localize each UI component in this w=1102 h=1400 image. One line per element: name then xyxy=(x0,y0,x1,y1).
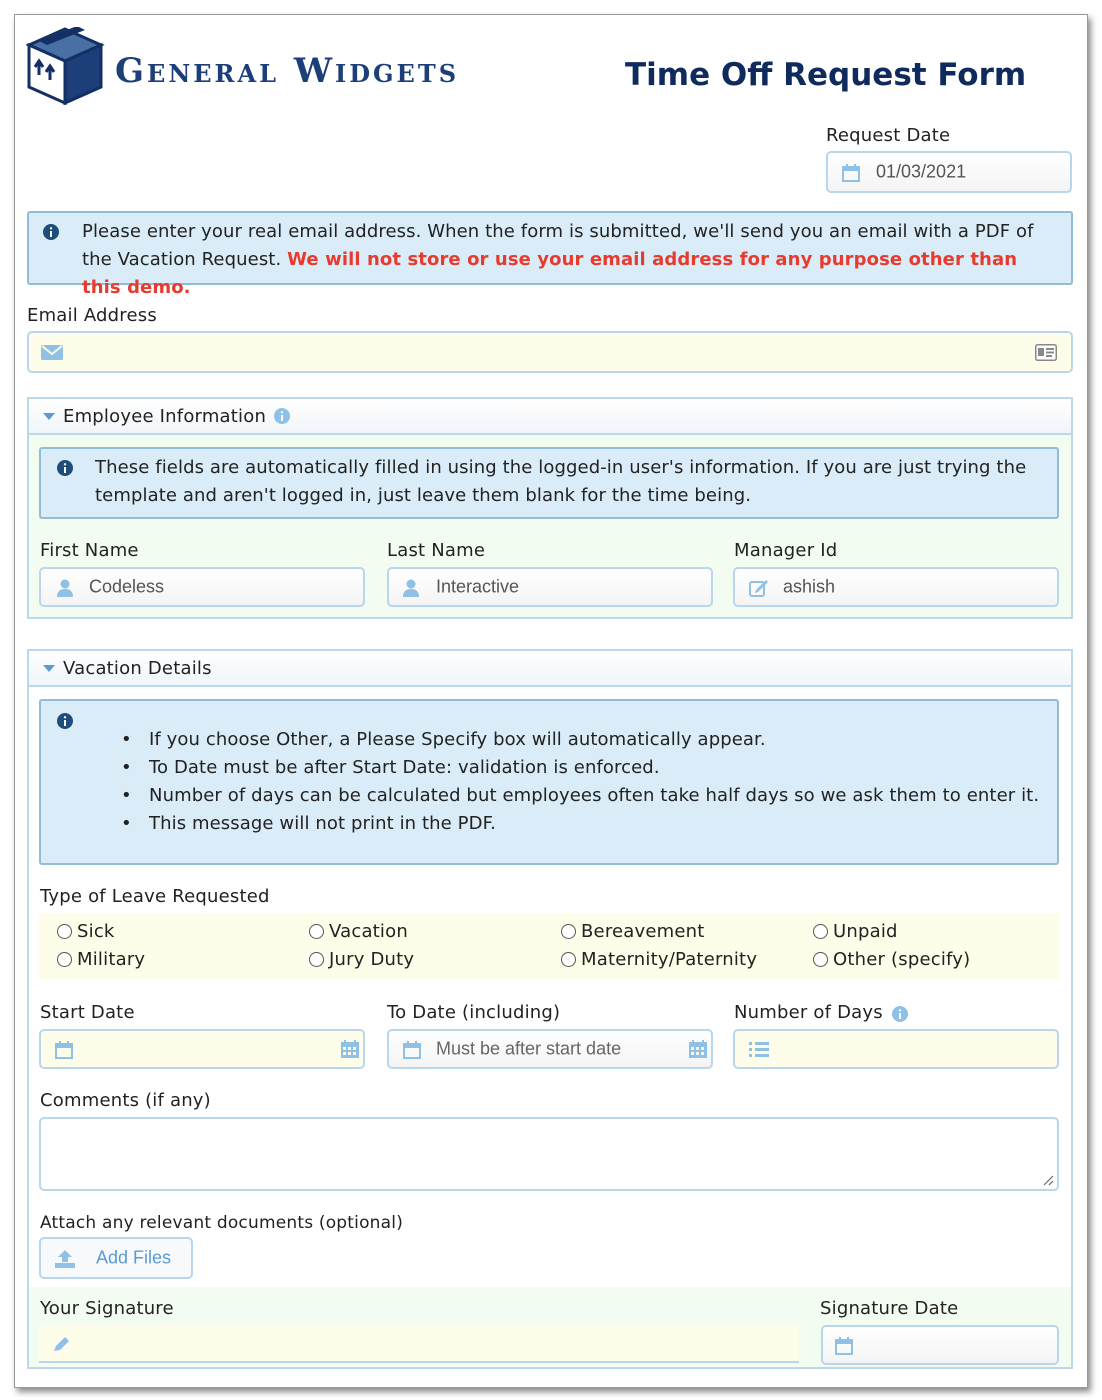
email-notice-warning: We will not store or use your email address for any purpose other than this demo. xyxy=(82,249,1018,298)
radio-circle[interactable] xyxy=(57,952,72,967)
to-date-input[interactable] xyxy=(387,1029,713,1069)
to-date-placeholder: Must be after start date xyxy=(436,1038,622,1059)
leave-type-radio-group xyxy=(39,913,1059,979)
calendar-icon xyxy=(842,164,860,182)
list-item: • Number of days can be calculated but employees often take half days so we ask them to enter it. xyxy=(121,782,1039,810)
attach-label: Attach any relevant documents (optional) xyxy=(40,1213,404,1233)
contact-card-icon xyxy=(1035,344,1057,361)
vacation-details-panel xyxy=(27,649,1073,1369)
first-name-input[interactable] xyxy=(39,567,365,607)
radio-circle[interactable] xyxy=(813,952,828,967)
employee-info-panel xyxy=(27,397,1073,619)
to-date-label: To Date (including) xyxy=(387,1002,561,1023)
radio-jury-duty[interactable]: Jury Duty xyxy=(309,949,414,970)
vacation-details-title: Vacation Details xyxy=(63,658,212,679)
user-icon xyxy=(57,579,73,597)
manager-id-label: Manager Id xyxy=(734,540,838,561)
request-date-value: 01/03/2021 xyxy=(876,161,967,182)
radio-other[interactable]: Other (specify) xyxy=(813,949,970,970)
upload-icon xyxy=(55,1250,75,1268)
employee-info-notice xyxy=(39,447,1059,519)
radio-sick[interactable]: Sick xyxy=(57,921,115,942)
signature-section xyxy=(29,1287,1071,1367)
start-date-input[interactable] xyxy=(39,1029,365,1069)
email-notice xyxy=(27,211,1073,298)
first-name-value: Codeless xyxy=(89,576,165,597)
radio-bereavement[interactable]: Bereavement xyxy=(561,921,705,942)
radio-circle[interactable] xyxy=(309,924,324,939)
calendar-icon xyxy=(835,1337,853,1355)
user-icon xyxy=(403,579,419,597)
radio-vacation[interactable]: Vacation xyxy=(309,921,408,942)
caret-down-icon xyxy=(43,413,55,420)
resize-handle-icon[interactable] xyxy=(1042,1174,1054,1186)
caret-down-icon xyxy=(43,665,55,672)
manager-id-value: ashish xyxy=(783,576,836,597)
radio-circle[interactable] xyxy=(813,924,828,939)
radio-unpaid[interactable]: Unpaid xyxy=(813,921,898,942)
vacation-notice-list xyxy=(121,726,1039,838)
signature-date-label: Signature Date xyxy=(820,1298,959,1319)
signature-date-input[interactable] xyxy=(821,1325,1059,1365)
radio-military[interactable]: Military xyxy=(57,949,145,970)
employee-info-header[interactable] xyxy=(29,399,1071,435)
info-circle-icon[interactable] xyxy=(274,408,290,424)
add-files-button[interactable] xyxy=(39,1237,193,1279)
numbered-list-icon xyxy=(749,1042,769,1058)
edit-icon xyxy=(749,579,769,597)
calendar-icon xyxy=(403,1041,421,1059)
signature-label: Your Signature xyxy=(40,1298,174,1319)
num-days-label: Number of Days xyxy=(734,1002,883,1023)
info-icon xyxy=(43,224,59,240)
employee-info-title: Employee Information xyxy=(63,406,267,427)
first-name-label: First Name xyxy=(40,540,139,561)
list-item: • If you choose Other, a Please Specify box will automatically appear. xyxy=(121,726,1039,754)
last-name-input[interactable] xyxy=(387,567,713,607)
radio-circle[interactable] xyxy=(561,924,576,939)
radio-maternity-paternity[interactable]: Maternity/Paternity xyxy=(561,949,757,970)
last-name-label: Last Name xyxy=(387,540,486,561)
employee-info-notice-text: These fields are automatically filled in using the logged-in user's information. If you are just trying the template and aren't logged in, just leave them blank for the time being. xyxy=(95,457,1027,506)
list-item: • This message will not print in the PDF. xyxy=(121,810,1039,838)
info-circle-icon[interactable] xyxy=(892,1006,908,1022)
pencil-icon xyxy=(53,1336,71,1352)
vacation-details-header[interactable] xyxy=(29,651,1071,687)
last-name-value: Interactive xyxy=(436,576,520,597)
page-title: Time Off Request Form xyxy=(625,57,1027,93)
vacation-details-notice xyxy=(39,699,1059,865)
calendar-grid-icon[interactable] xyxy=(689,1040,707,1058)
email-notice-text: Please enter your real email address. When the form is submitted, we'll send you an email with a PDF of the Vacation Request. xyxy=(82,221,1034,270)
list-item: • To Date must be after Start Date: validation is enforced. xyxy=(121,754,1039,782)
radio-circle[interactable] xyxy=(561,952,576,967)
radio-circle[interactable] xyxy=(57,924,72,939)
request-date-field[interactable] xyxy=(826,151,1072,193)
leave-type-label: Type of Leave Requested xyxy=(40,886,270,907)
email-input[interactable] xyxy=(27,331,1073,373)
request-date-label: Request Date xyxy=(826,125,951,146)
manager-id-input[interactable] xyxy=(733,567,1059,607)
brand-name: General Widgets xyxy=(115,51,460,91)
envelope-icon xyxy=(41,345,63,360)
add-files-label: Add Files xyxy=(96,1247,172,1268)
form-page xyxy=(14,14,1088,1388)
info-icon xyxy=(57,713,73,729)
calendar-grid-icon[interactable] xyxy=(341,1040,359,1058)
email-label: Email Address xyxy=(27,305,157,326)
info-icon xyxy=(57,460,73,476)
num-days-input[interactable] xyxy=(733,1029,1059,1069)
comments-textarea[interactable] xyxy=(39,1117,1059,1191)
box-logo-icon xyxy=(25,27,105,105)
start-date-label: Start Date xyxy=(40,1002,135,1023)
calendar-icon xyxy=(55,1041,73,1059)
comments-label: Comments (if any) xyxy=(40,1090,211,1111)
signature-pad[interactable] xyxy=(39,1325,799,1363)
radio-circle[interactable] xyxy=(309,952,324,967)
